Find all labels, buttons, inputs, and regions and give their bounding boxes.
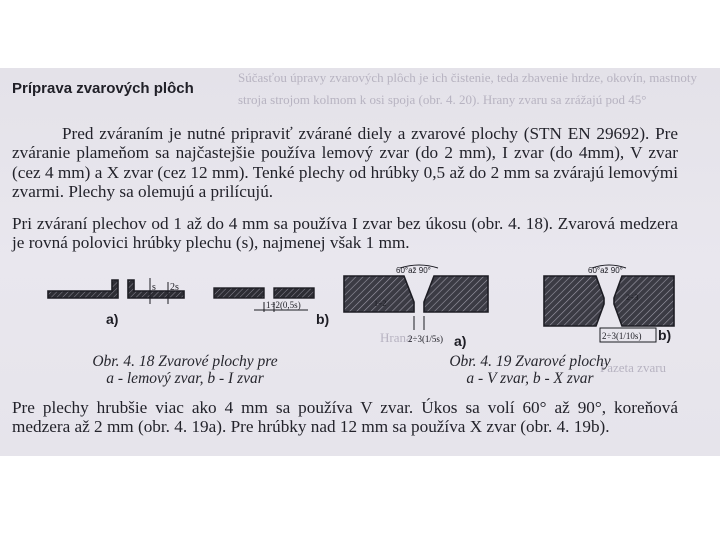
caption-4-18-line-1: Obr. 4. 18 Zvarové plochy pre <box>92 353 278 370</box>
figure-4-19a-label: a) <box>454 333 467 349</box>
figure-4-19a-v-weld <box>340 264 492 354</box>
paragraph-3: Pre plechy hrubšie viac ako 4 mm sa používa V zvar. Úkos sa volí 60° až 90°, koreňová medzera až 2 mm (obr. 4. 19a). Pre hrúbky nad 12 mm sa používa X zvar (obr. 4. 19b). <box>12 398 678 437</box>
paragraph-1 <box>12 124 678 202</box>
caption-figure-4-18 <box>70 353 300 387</box>
gap-dimension-label: 1÷2(0,5s) <box>266 300 301 310</box>
bleed-through-text-2: stroja strojom kolmom k osi spoja (obr. 4. 20). Hrany zvaru sa zrážajú pod 45° <box>238 92 647 107</box>
scanned-page <box>0 68 720 456</box>
caption-figure-4-19 <box>410 353 650 387</box>
caption-4-18-line-2: a - lemový zvar, b - I zvar <box>106 370 264 387</box>
figure-4-18a-edge-weld <box>46 274 188 332</box>
figure-4-18b-i-weld <box>208 278 338 328</box>
caption-4-19-line-2: a - V zvar, b - X zvar <box>466 370 594 387</box>
bleed-through-text-1: Súčasťou úpravy zvarových plôch je ich čistenie, teda zbavenie hrdze, okovín, mastnoty <box>238 70 697 85</box>
section-title: Príprava zvarových plôch <box>12 80 194 97</box>
root-gap-label: 2÷3(1/5s) <box>408 334 443 344</box>
paragraph-2: Pri zváraní plechov od 1 až do 4 mm sa používa I zvar bez úkosu (obr. 4. 18). Zvarová medzera je rovná polovici hrúbky plechu (s), najmenej však 1 mm. <box>12 214 678 253</box>
paragraph-1-body: zváranie plameňom sa najčastejšie používa lemový zvar (do 2 mm), I zvar (do 4mm), V zvar (cez 4 mm) a X zvar (cez 12 mm). Tenké plechy od hrúbky 0,5 až do 2 mm sa zvárajú lemovými zvarmi. Plechy sa olemujú a prilícujú. <box>12 143 678 202</box>
angle-label: 60°až 90° <box>588 266 623 275</box>
root-face-label: 2÷3 <box>626 293 639 302</box>
figure-4-19b-x-weld <box>540 264 680 358</box>
paragraph-1-first-line: Pred zváraním je nutné pripraviť zvárané diely a zvarové plochy (STN EN 29692). Pre <box>62 124 678 143</box>
figure-4-18a-label: a) <box>106 311 119 327</box>
caption-4-19-line-1: Obr. 4. 19 Zvarové plochy <box>449 353 611 370</box>
bleed-through-text-4: Fazeta zvaru <box>600 360 667 375</box>
dim-s-label: s <box>152 282 156 293</box>
angle-label: 60°až 90° <box>396 266 431 275</box>
figure-4-19b-label: b) <box>658 327 672 343</box>
root-face-label: 1÷2 <box>374 299 387 308</box>
figure-4-18b-label: b) <box>316 311 330 327</box>
bleed-through-text-3: Hrana <box>380 330 412 345</box>
dim-2s-label: 2s <box>170 282 179 293</box>
root-gap-label: 2÷3(1/10s) <box>602 331 642 341</box>
